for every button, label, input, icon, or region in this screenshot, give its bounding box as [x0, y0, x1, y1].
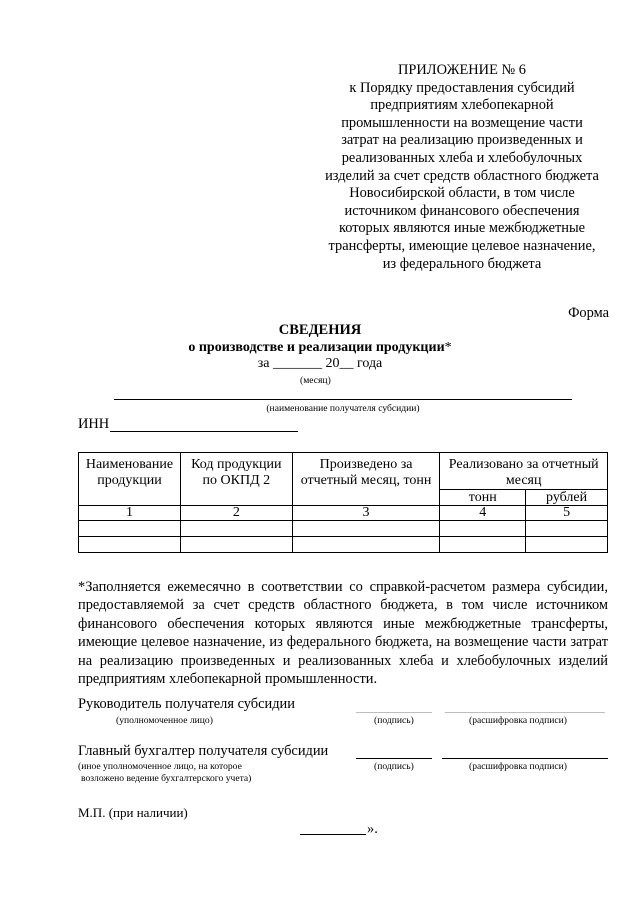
head-signature-line [356, 712, 432, 713]
appendix-line: источником финансового обеспечения [344, 202, 580, 219]
head-sign-hint: (подпись) [374, 715, 414, 726]
production-table [78, 452, 608, 553]
appendix-line: реализованных хлеба и хлебобулочных [341, 149, 583, 166]
accountant-hint-1: (иное уполномоченное лицо, на которое [78, 761, 242, 772]
header-produced: Произведено за отчетный месяц, тонн [292, 453, 440, 506]
recipient-name-line [114, 399, 572, 400]
column-number: 3 [292, 506, 440, 521]
date-end: ». [367, 821, 378, 837]
accountant-decode-line [442, 758, 608, 759]
accountant-signature-line [356, 758, 432, 759]
footnote: *Заполняется ежемесячно в соответствии со справкой-расчетом размера субсидии, предоставляемой за счет средств областного бюджета, в том числе источником финансового обеспечения которых являются иные межбюджетные трансферты, имеющие целевое назначение, из федерального бюджета, на возмещение части затрат на реализацию произведенных и реализованных хлеба и хлебобулочных изделий предприятиям хлебопекарной промышленности. [78, 579, 608, 688]
header-product-name: Наименование продукции [79, 453, 181, 506]
column-number: 2 [180, 506, 292, 521]
column-number: 4 [440, 506, 526, 521]
header-sold-tons: тонн [440, 490, 526, 506]
head-decode-hint: (расшифровка подписи) [469, 715, 567, 726]
column-number: 1 [79, 506, 181, 521]
report-period: за _______ 20__ года [257, 356, 383, 371]
head-label: Руководитель получателя субсидии [78, 696, 295, 712]
header-okpd-code: Код продукции по ОКПД 2 [180, 453, 292, 506]
appendix-line: к Порядку предоставления субсидий [349, 79, 575, 96]
appendix-line: Новосибирской области, в том числе [349, 185, 575, 202]
table-row [79, 521, 608, 537]
inn-label: ИНН [78, 416, 110, 432]
accountant-hint-2: возложено ведение бухгалтерского учета) [81, 773, 252, 784]
column-number: 5 [526, 506, 608, 521]
footnote-marker: * [444, 340, 452, 355]
form-label: Форма [568, 305, 609, 321]
appendix-line: которых являются иные межбюджетные [338, 220, 586, 237]
inn-line [110, 431, 298, 432]
appendix-header [318, 62, 606, 273]
stamp-label: М.П. (при наличии) [78, 805, 188, 820]
header-sold: Реализовано за отчетный месяц [440, 453, 608, 490]
date-line [300, 834, 366, 835]
accountant-label: Главный бухгалтер получателя субсидии [78, 743, 329, 759]
head-decode-line [445, 712, 605, 713]
document-subtitle [0, 340, 640, 356]
appendix-line: изделий за счет средств областного бюджета [325, 167, 599, 184]
table-row [79, 537, 608, 553]
head-hint: (уполномоченное лицо) [116, 715, 213, 726]
subtitle-text: о производстве и реализации продукции [188, 340, 445, 355]
document-title: СВЕДЕНИЯ [278, 322, 362, 338]
appendix-line: промышленности на возмещение части [341, 114, 583, 131]
appendix-line: из федерального бюджета [382, 255, 542, 272]
recipient-hint: (наименование получателя субсидии) [266, 403, 420, 414]
accountant-decode-hint: (расшифровка подписи) [469, 761, 567, 772]
accountant-sign-hint: (подпись) [374, 761, 414, 772]
appendix-line: предприятиям хлебопекарной [370, 97, 554, 114]
appendix-line: затрат на реализацию произведенных и [341, 132, 583, 149]
appendix-line: трансферты, имеющие целевое назначение, [328, 237, 596, 254]
month-hint: (месяц) [300, 375, 331, 386]
appendix-line: ПРИЛОЖЕНИЕ № 6 [398, 62, 526, 78]
header-sold-rubles: рублей [526, 490, 608, 506]
